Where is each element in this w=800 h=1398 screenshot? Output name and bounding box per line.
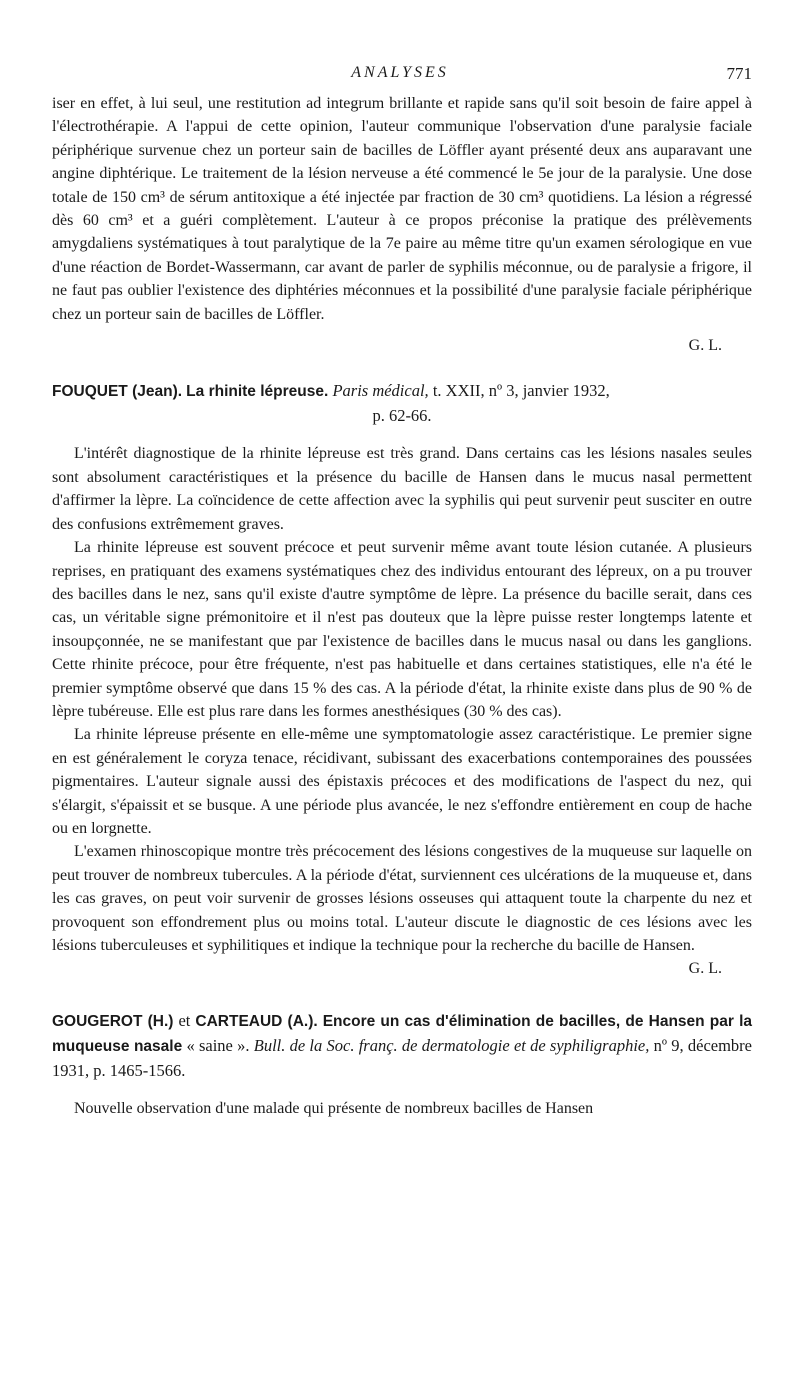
body-paragraph-start: Nouvelle observation d'une malade qui présente de nombreux bacilles de Hansen [74,1099,594,1117]
entry-author-1: GOUGEROT (H.) [52,1012,174,1030]
entry-title: La rhinite lépreuse. [186,383,329,401]
entry-author: FOUQUET (Jean). [52,383,183,401]
entry-pages: p. 62-66. [372,406,432,426]
entry-title: Encore un cas d'élimination de bacilles, de Hansen par la muqueuse nasale [52,1012,753,1055]
page-header [0,64,800,86]
page-number: 771 [726,64,752,83]
entry-reference: nº 9, décembre 1931, p. 1465-1566. [52,1035,752,1080]
analysis-entry-gougerot [52,1009,752,1120]
entry-heading [52,1009,752,1083]
running-title: ANALYSES [351,64,449,81]
intro-signature: G. L. [688,337,722,355]
entry-author-conjunction: et [178,1010,191,1030]
intro-paragraph: iser en effet, à lui seul, une restitution ad integrum brillante et rapide sans qu'il soit besoin de faire appel à l'électrothérapie. A l'appui de cette opinion, l'auteur communique l'observation d'une paralysie faciale périphérique survenue chez un porteur sain de bacilles de Löffler ayant présenté deux ans auparavant une angine diphtérique. Le traitement de la lésion nerveuse a été commencé le 5e jour de la paralysie. Une dose totale de 150 cm³ de sérum antitoxique a été injectée par fraction de 30 cm³ quotidiens. La lésion a régressé dès 60 cm³ et a guéri complètement. L'auteur à ce propos préconise la pratique des prélèvements amygdaliens systématiques à tout paralytique de la 7e paire au même titre qu'un examen sérologique en vue d'une réaction de Bordet-Wassermann, car avant de parler de syphilis méconnue, ou de paralysie a frigore, il ne faut pas oublier l'existence des diphtéries méconnues et la possibilité d'une paralysie faciale périphérique chez un porteur sain de bacilles de Löffler. [52,95,752,323]
entry-source: Bull. de la Soc. franç. de dermatologie et de syphiligraphie, [253,1035,650,1055]
entry-heading [52,379,752,428]
page-content [52,92,752,1120]
entry-source: Paris médical, [332,381,429,401]
entry-author-2: CARTEAUD (A.). [195,1012,318,1030]
body-paragraph: L'examen rhinoscopique montre très précocement des lésions congestives de la muqueuse sur laquelle on peut trouver de nombreux tubercules. A la période d'état, surviennent ces ulcérations de la muqueuse et, dans les cas graves, on peut voir survenir de grosses lésions osseuses qui attaquent toute la charpente du nez et provoquent son effondrement plus ou moins total. L'auteur discute le diagnostic de ces lésions avec les lésions tuberculeuses et syphilitiques et indique la technique pour la recherche du bacille de Hansen. [52,843,752,954]
analysis-entry-fouquet [52,379,752,980]
entry-title-quote: « saine ». [186,1035,250,1055]
previous-analysis-continuation [52,92,752,357]
body-paragraph: La rhinite lépreuse est souvent précoce et peut survenir même avant toute lésion cutanée. A plusieurs reprises, en pratiquant des examens systématiques chez des individus entourant des lépreux, on a pu trouver des bacilles dans le nez, sans qu'il existe d'autre symptôme de lèpre. La présence du bacille serait, dans ces cas, un véritable signe prémonitoire et il n'est pas douteux que la lèpre puisse rester longtemps latente et insoupçonnée, ne se manifestant que par l'existence de bacilles dans le mucus nasal ou dans les ganglions. Cette rhinite précoce, pour être fréquente, n'est pas habituelle et dans certaines statistiques, elle n'a été le premier symptôme observé que dans 15 % des cas. A la période d'état, la rhinite existe dans plus de 90 % de lèpre tubéreuse. Elle est plus rare dans les formes anesthésiques (30 % des cas). [52,539,752,720]
entry-reference: t. XXII, nº 3, janvier 1932, [432,381,610,401]
body-paragraph: L'intérêt diagnostique de la rhinite lépreuse est très grand. Dans certains cas les lésions nasales seules sont absolument caractéristiques et la présence du bacille de Hansen dans le mucus nasal permettent d'affirmer la lèpre. La coïncidence de cette affection avec la syphilis qui peut survenir peut susciter en outre des confusions extrêmement graves. [52,445,752,533]
entry-body [52,442,752,980]
entry-signature: G. L. [688,960,722,978]
body-paragraph: La rhinite lépreuse présente en elle-même une symptomatologie assez caractéristique. Le premier signe en est généralement le coryza tenace, récidivant, subissant des exacerbations contemporaines des poussées pigmentaires. L'auteur signale aussi des épistaxis précoces et des modifications de l'aspect du nez, qui s'élargit, s'épaissit et se busque. A une période plus avancée, le nez s'effondre entièrement en coup de hache ou en lorgnette. [52,726,752,837]
